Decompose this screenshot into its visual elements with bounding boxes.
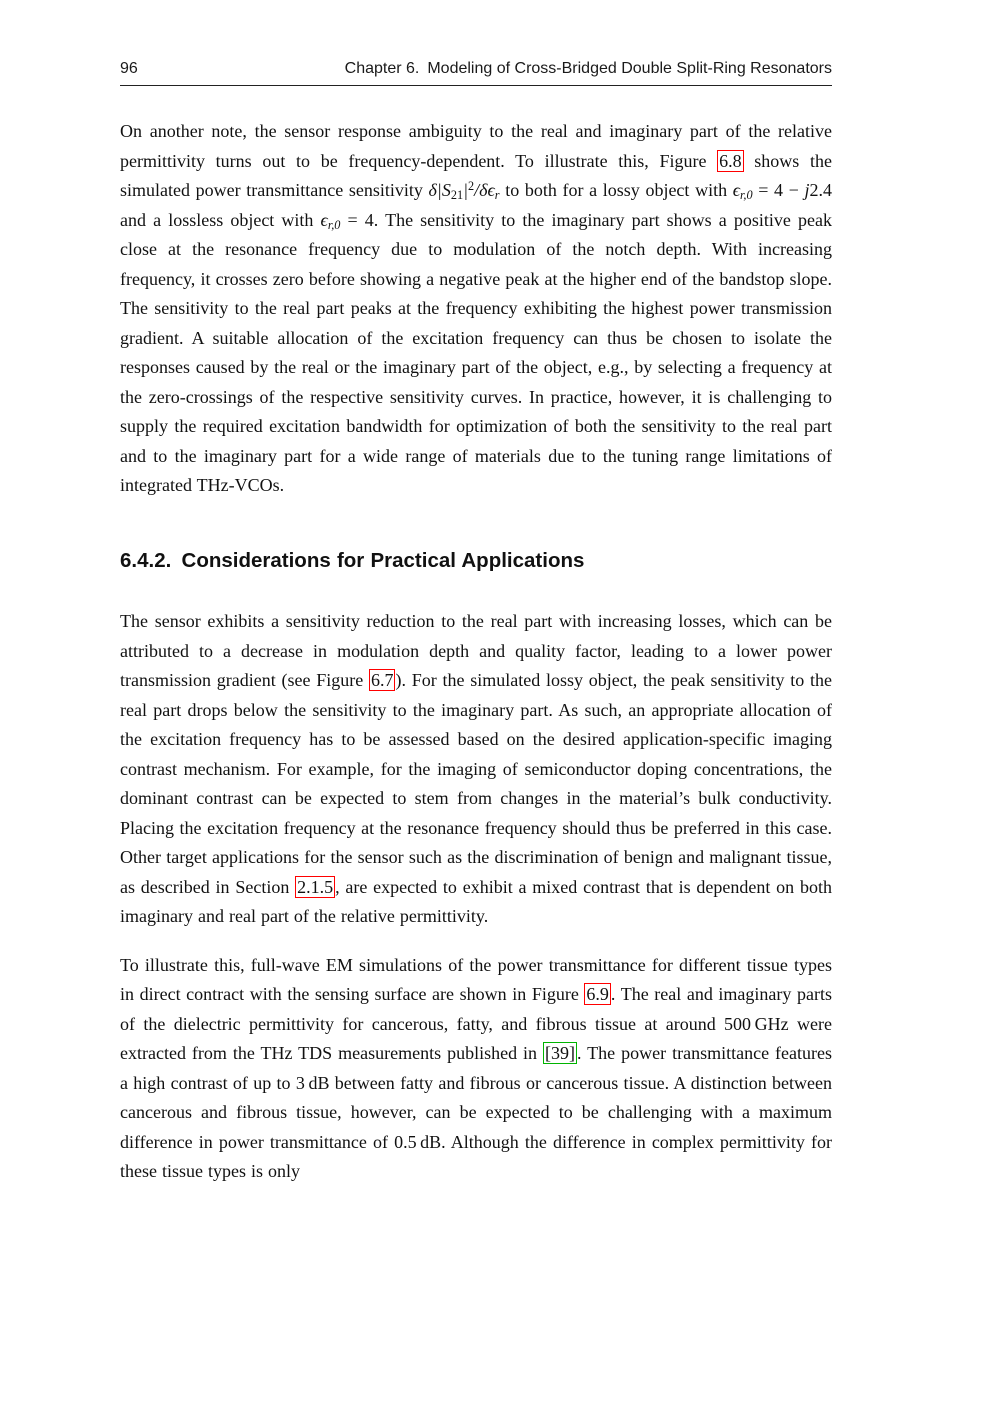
text-run: . The power transmittance features a high contrast of up to 3 dB between fatty and fibrous or cancerous tissue. A distinction between cancerous and fibrous tissue, however, can be expected to be challenging with a maximum difference in power transmittance of 0.5 dB. Although the difference in complex permittivity for these tissue types is only (120, 1043, 832, 1182)
text-run: = 4 − (752, 180, 805, 200)
page-body (120, 117, 832, 1187)
math-italic: j (804, 180, 810, 200)
text-run: . The real and imaginary parts of the dielectric permittivity for cancerous, fatty, and fibrous tissue at around 500 GHz were extracted from the THz TDS measurements published in (120, 984, 832, 1064)
text-run: 2.4 and a lossless object with (120, 180, 832, 230)
math-italic: /δϵ (474, 180, 495, 200)
math-italic: | (463, 180, 469, 200)
text-run: shows the simulated power transmittance sensitivity (120, 150, 832, 200)
text-run: The sensor exhibits a sensitivity reduction to the real part with increasing losses, which can be attributed to a decrease in modulation depth and quality factor, leading to a lower power transmission gradient (see Figure (120, 611, 832, 691)
math-subscript: r,0 (739, 188, 753, 203)
math-italic: ϵ (732, 180, 740, 200)
internal-ref-link[interactable]: 6.8 (719, 150, 742, 171)
math-italic: δ|S (428, 180, 451, 200)
math-italic: ϵ (320, 209, 328, 230)
running-header (120, 60, 832, 85)
text-run: On another note, the sensor response ambiguity to the real and imaginary part of the relative permittivity turns out to be frequency-dependent. To illustrate this, Figure (120, 121, 832, 171)
citation-link[interactable]: [39] (545, 1043, 576, 1064)
body-paragraph (120, 951, 832, 1187)
internal-ref-link[interactable]: 6.9 (586, 984, 609, 1005)
math-subscript: r,0 (327, 217, 341, 232)
section-heading: 6.4.2. Considerations for Practical Applications (120, 548, 585, 572)
page-number: 96 (120, 60, 138, 77)
running-title: Chapter 6. Modeling of Cross-Bridged Double Split-Ring Resonators (344, 60, 832, 77)
text-run: = 4. The sensitivity to the imaginary part shows a positive peak close at the resonance frequency due to modulation of the notch depth. With increasing frequency, it crosses zero before showing a negative peak at the higher end of the bandstop slope. The sensitivity to the real part peaks at the frequency exhibiting the highest power transmission gradient. A suitable allocation of the excitation frequency can thus be chosen to isolate the responses caused by the real or the imaginary part of the object, e.g., by selecting a frequency at the zero-crossings of the respective sensitivity curves. In practice, however, it is challenging to supply the required excitation bandwidth for optimization of both the sensitivity to the real part and to the imaginary part for a wide range of materials due to the tuning range limitations of integrated THz-VCOs. (120, 209, 832, 495)
math-subscript: r (494, 188, 500, 203)
body-paragraph (120, 607, 832, 932)
header-rule (120, 85, 832, 86)
internal-ref-link[interactable]: 6.7 (370, 670, 394, 691)
math-subscript: 21 (450, 188, 464, 203)
text-run: ). For the simulated lossy object, the peak sensitivity to the real part drops below the sensitivity to the imaginary part. As such, an appropriate allocation of the excitation frequency has to be assessed based on the desired application-specific imaging contrast mechanism. For example, for the imaging of semiconductor doping concentrations, the dominant contrast can be expected to stem from changes in the material’s bulk conductivity. Placing the excitation frequency at the resonance frequency should thus be preferred in this case. Other target applications for the sensor such as the discrimination of benign and malignant tissue, as described in Section (120, 670, 832, 897)
text-run: , are expected to exhibit a mixed contrast that is dependent on both imaginary and real part of the relative permittivity. (120, 876, 832, 927)
body-paragraph (120, 117, 832, 501)
text-run: To illustrate this, full-wave EM simulations of the power transmittance for different tissue types in direct contract with the sensing surface are shown in Figure (120, 954, 832, 1005)
math-superscript: 2 (468, 178, 475, 193)
internal-ref-link[interactable]: 2.1.5 (297, 876, 334, 897)
text-run: to both for a lossy object with (499, 180, 733, 200)
